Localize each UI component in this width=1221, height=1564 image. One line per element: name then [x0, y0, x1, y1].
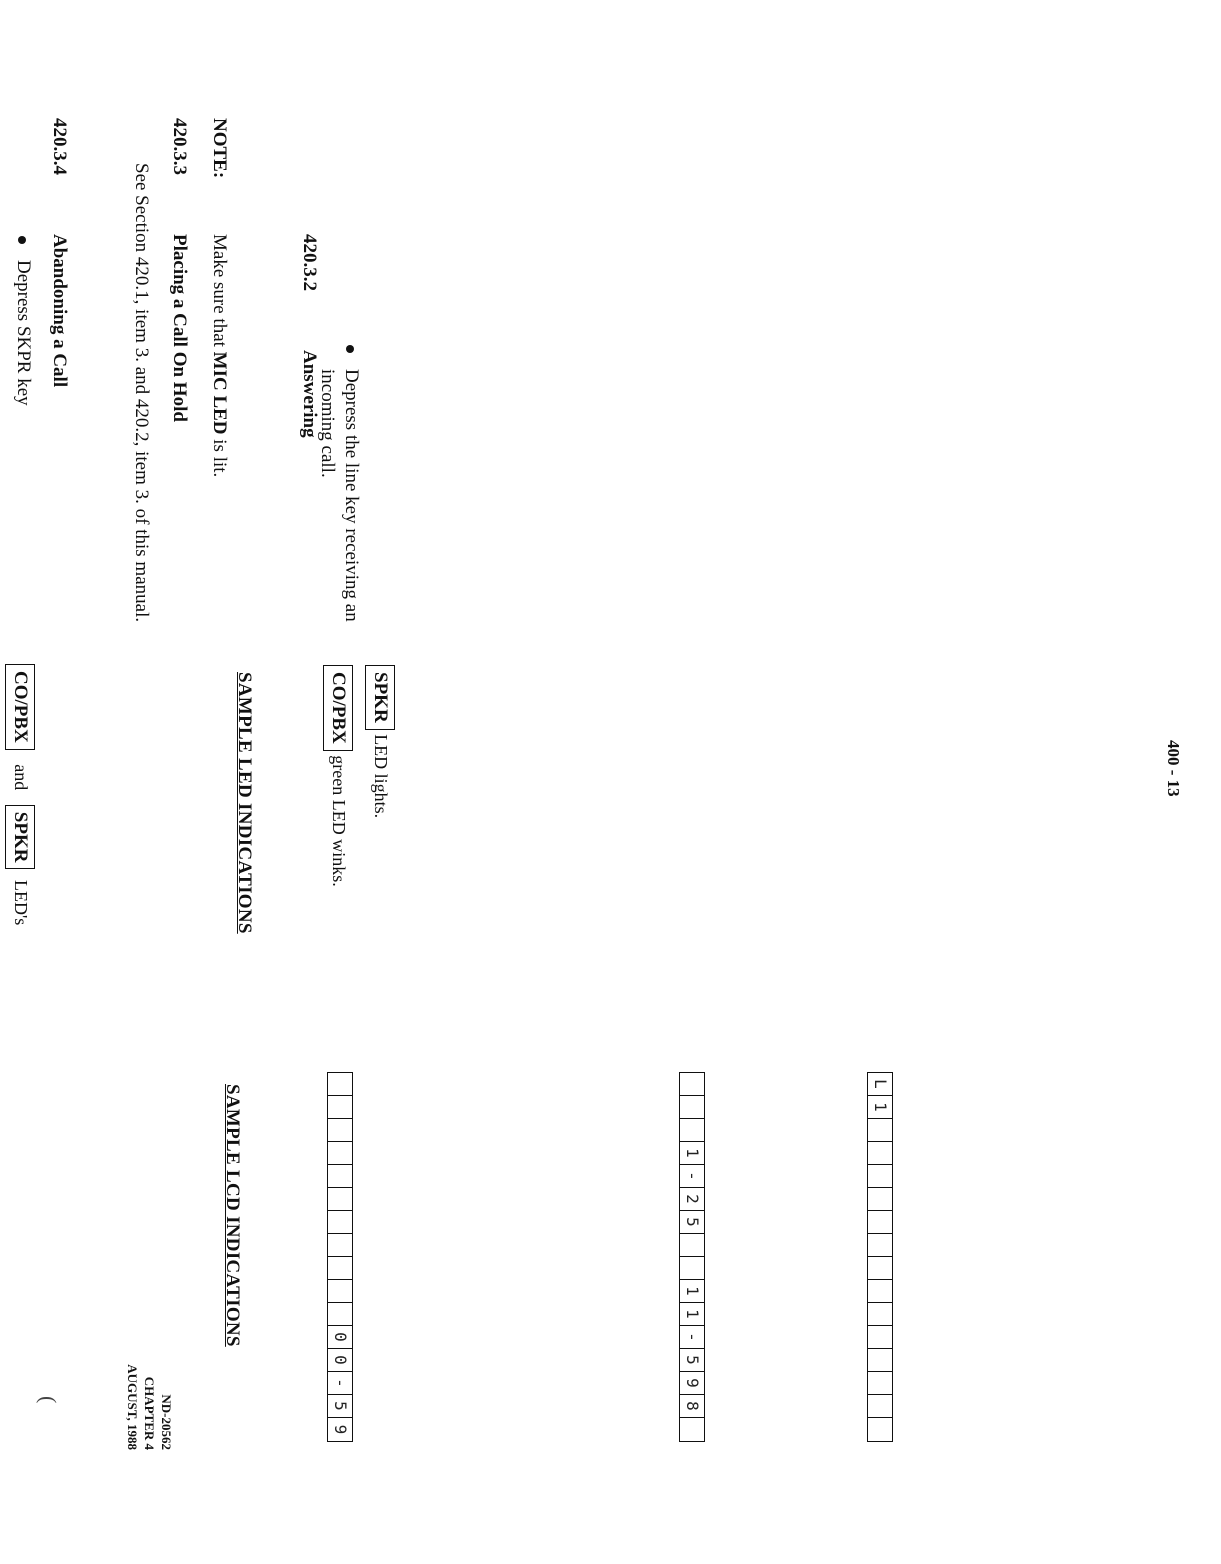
note-text-1: Make sure that [209, 234, 230, 352]
lcd-cell: 1 [868, 1096, 892, 1119]
lcd-cell [868, 1326, 892, 1349]
date-label: AUGUST, 1988 [125, 1364, 140, 1450]
lcd-cell [868, 1280, 892, 1303]
lcd-display-abandon-1 [679, 1072, 705, 1442]
lcd-indications-heading: SAMPLE LCD INDICATIONS [222, 1084, 243, 1347]
lcd-cell: 1 [680, 1142, 704, 1165]
section-number: 420.3.2 [299, 234, 320, 291]
co-pbx-key: CO/PBX [323, 665, 353, 751]
section-number: 420.3.4 [49, 118, 70, 175]
lcd-cell: 5 [328, 1395, 352, 1418]
lcd-cell [868, 1119, 892, 1142]
lcd-cell [680, 1073, 704, 1096]
lcd-cell [328, 1073, 352, 1096]
lcd-cell [868, 1395, 892, 1418]
bullet-text: Depress the line key receiving an incoming call. [317, 369, 362, 622]
page-number: 400 - 13 [1164, 740, 1183, 797]
section-number: 420.3.3 [169, 118, 190, 175]
lcd-cell [680, 1418, 704, 1441]
lcd-cell [680, 1234, 704, 1257]
led-text: green LED winks. [329, 755, 349, 887]
lcd-cell: 0 [328, 1326, 352, 1349]
section-abandon-heading [47, 118, 71, 387]
co-pbx-key: CO/PBX [5, 664, 35, 750]
lcd-cell [868, 1303, 892, 1326]
lcd-cell [328, 1188, 352, 1211]
section-title: Answering [299, 350, 320, 438]
doc-number: ND-20562 [159, 1394, 174, 1450]
lcd-cell [868, 1211, 892, 1234]
lcd-cell: L [868, 1073, 892, 1096]
spkr-key: SPKR [5, 805, 35, 870]
lcd-cell [328, 1142, 352, 1165]
bullet-dot [18, 236, 26, 244]
lcd-cell [680, 1096, 704, 1119]
abandon-bullet-1 [11, 236, 35, 656]
led-indications-heading: SAMPLE LED INDICATIONS [234, 672, 255, 934]
section-title: Abandoning a Call [49, 234, 70, 388]
lcd-cell [328, 1165, 352, 1188]
answering-led-row-1 [323, 665, 353, 887]
lcd-cell [868, 1372, 892, 1395]
note-text-bold: MIC LED [209, 351, 230, 435]
section-hold-heading [167, 118, 191, 422]
lcd-cell: 8 [680, 1395, 704, 1418]
lcd-cell: - [680, 1326, 704, 1349]
lcd-cell [328, 1303, 352, 1326]
lcd-cell: 9 [680, 1372, 704, 1395]
scan-artifact-mark: ( [36, 1396, 61, 1404]
lcd-cell: 1 [680, 1303, 704, 1326]
lcd-cell [328, 1234, 352, 1257]
spkr-key: SPKR [365, 665, 395, 730]
lcd-cell [868, 1142, 892, 1165]
lcd-cell [680, 1257, 704, 1280]
lcd-cell: 1 [680, 1280, 704, 1303]
answering-bullet [315, 345, 363, 630]
lcd-cell [868, 1188, 892, 1211]
lcd-cell [328, 1257, 352, 1280]
lcd-cell [868, 1418, 892, 1441]
section-title: Placing a Call On Hold [169, 234, 190, 422]
bullet-dot [346, 345, 354, 353]
lcd-cell: 5 [680, 1349, 704, 1372]
lcd-cell [868, 1165, 892, 1188]
note-label: NOTE: [209, 118, 230, 179]
lcd-display-abandon-2 [867, 1072, 893, 1442]
lcd-cell: 9 [331, 1424, 350, 1435]
bullet-text: Depress SKPR key [13, 260, 34, 406]
led-text: LED's [11, 879, 31, 926]
hold-text: See Section 420.1, item 3. and 420.2, item 3. of this manual. [131, 163, 152, 623]
lcd-cell [868, 1234, 892, 1257]
lcd-cell [868, 1349, 892, 1372]
answering-led-row-2 [365, 665, 395, 818]
lcd-cell: - [680, 1165, 704, 1188]
lcd-cell: 5 [680, 1211, 704, 1234]
lcd-cell [328, 1096, 352, 1119]
lcd-cell [328, 1119, 352, 1142]
note-line [207, 118, 231, 718]
lcd-display-answering [327, 1072, 353, 1442]
led-text: LED lights. [371, 734, 391, 819]
chapter-label: CHAPTER 4 [142, 1376, 157, 1450]
document-header [124, 1310, 175, 1450]
lcd-cell [868, 1257, 892, 1280]
abandon-led-row-1 [5, 664, 35, 925]
lcd-cell: 0 [328, 1349, 352, 1372]
lcd-cell [680, 1119, 704, 1142]
lcd-cell: 2 [680, 1188, 704, 1211]
lcd-cell: - [328, 1372, 352, 1395]
lcd-cell [328, 1211, 352, 1234]
led-and-text: and [11, 764, 31, 791]
note-text-2: is lit. [209, 434, 230, 478]
lcd-cell [328, 1280, 352, 1303]
